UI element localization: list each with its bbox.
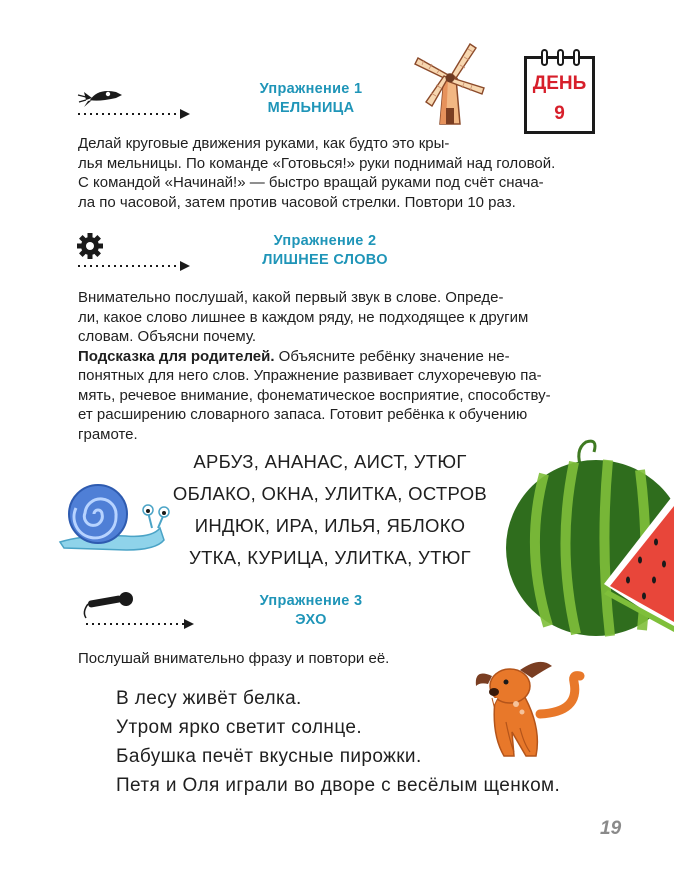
word-row: УТКА, КУРИЦА, УЛИТКА, УТЮГ <box>189 547 471 568</box>
exercise1-line: ла по часовой, затем против часовой стрелки. Повтори 10 раз. <box>78 193 516 211</box>
parent-hint-line: мять, речевое внимание, фонематическое восприятие, способству- <box>78 386 551 404</box>
word-row: ОБЛАКО, ОКНА, УЛИТКА, ОСТРОВ <box>172 483 488 504</box>
exercise1-heading <box>236 80 386 118</box>
dog-icon <box>470 652 594 764</box>
echo-phrase: Бабушка печёт вкусные пирожки. <box>116 746 422 767</box>
exercise3-instruction: Послушай внимательно фразу и повтори её. <box>78 650 390 667</box>
exercise2-title: ЛИШНЕЕ СЛОВО <box>262 252 388 268</box>
day-calendar <box>524 56 595 134</box>
exercise1-line: лья мельницы. По команде «Готовься!» руки поднимай над головой. <box>78 154 556 172</box>
exercise3-heading <box>236 592 386 630</box>
parent-hint-line: понятных для него слов. Упражнение развивает слухоречевую па- <box>78 367 542 384</box>
exercise1-line: С командой «Начинай!» — быстро вращай руками под счёт снача- <box>78 174 544 191</box>
gear-icon <box>76 232 192 274</box>
parent-hint-label: Подсказка для родителей. <box>78 347 275 365</box>
exercise2-line: ли, какое слово лишнее в каждом ряду, не подходящее к другим <box>78 308 529 326</box>
page-number: 19 <box>600 818 622 839</box>
exercise1-number: Упражнение 1 <box>259 81 363 97</box>
parent-hint-line: грамоте. <box>78 425 138 443</box>
exercise1-title: МЕЛЬНИЦА <box>267 100 355 116</box>
exercise3-title: ЭХО <box>295 612 327 628</box>
exercise1-text <box>78 134 598 212</box>
parent-hint-text: Объясните ребёнку значение не- <box>274 347 510 365</box>
day-number: 9 <box>554 103 565 124</box>
exercise2-line: словам. Объясни почему. <box>78 328 257 345</box>
calendar-ring-icon <box>541 49 548 66</box>
word-row: АРБУЗ, АНАНАС, АИСТ, УТЮГ <box>193 451 467 472</box>
day-label: ДЕНЬ <box>532 73 587 94</box>
calendar-ring-icon <box>573 49 580 66</box>
exercise2-heading <box>240 232 410 270</box>
exercise3-number: Упражнение 3 <box>259 593 363 609</box>
windmill-icon <box>410 40 492 130</box>
calendar-ring-icon <box>557 49 564 66</box>
echo-phrase: Петя и Оля играли во дворе с весёлым щенком. <box>116 775 561 796</box>
echo-phrase: В лесу живёт белка. <box>116 688 302 709</box>
echo-phrase: Утром ярко светит солнце. <box>116 717 363 738</box>
exercise2-text <box>78 288 598 444</box>
microphone-icon <box>80 590 196 632</box>
watermelon-icon <box>504 430 674 640</box>
parent-hint-first-line <box>78 347 598 367</box>
word-row: ИНДЮК, ИРА, ИЛЬЯ, ЯБЛОКО <box>194 515 466 536</box>
snail-icon <box>56 482 172 554</box>
rocket-icon <box>76 80 192 122</box>
word-rows <box>150 446 510 574</box>
exercise2-number: Упражнение 2 <box>273 233 377 249</box>
parent-hint-line: ет расширению словарного запаса. Готовит ребёнка к обучению <box>78 406 528 423</box>
exercise1-line: Делай круговые движения руками, как будто это кры- <box>78 135 450 152</box>
exercise2-line: Внимательно послушай, какой первый звук в слове. Опреде- <box>78 289 504 306</box>
